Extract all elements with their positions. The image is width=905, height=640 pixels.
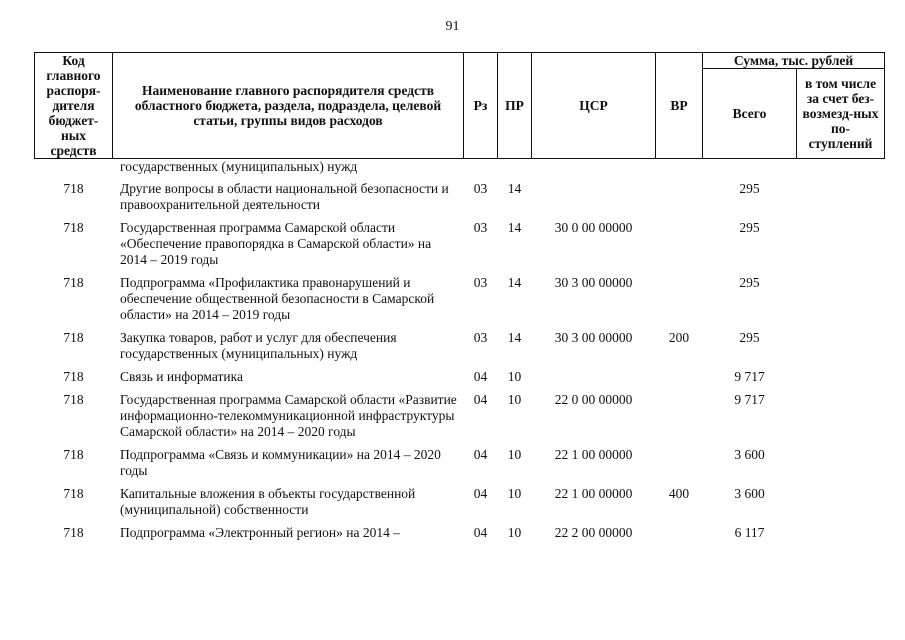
- table-row: [35, 220, 885, 275]
- table-row: [35, 330, 885, 369]
- cell-code: 718: [63, 369, 84, 384]
- header-vr: ВР: [656, 53, 703, 159]
- cell-code: 718: [63, 447, 84, 462]
- cell-pr: 14: [507, 181, 522, 196]
- header-sum: Сумма, тыс. рублей: [703, 53, 885, 69]
- cell-total: 295: [739, 330, 760, 345]
- cell-incl: [797, 447, 885, 486]
- table-header: [35, 53, 885, 159]
- cell-vr: 200: [668, 330, 690, 345]
- table-body: [35, 159, 885, 549]
- cell-vr: [656, 447, 703, 486]
- cell-incl: [797, 486, 885, 525]
- cell-incl: [797, 275, 885, 330]
- header-rz: Рз: [464, 53, 498, 159]
- cell-pr: 10: [507, 369, 522, 384]
- continuation-text: государственных (муниципальных) нужд: [120, 159, 358, 174]
- budget-table: [34, 52, 885, 548]
- table-row: [35, 181, 885, 220]
- cell-incl: [797, 330, 885, 369]
- cell-name: Капитальные вложения в объекты государственной (муниципальной) собственности: [120, 486, 416, 517]
- cell-code: 718: [63, 330, 84, 345]
- cell-rz: 03: [473, 181, 488, 196]
- cell-rz: 03: [473, 330, 488, 345]
- cell-pr: 10: [507, 447, 522, 462]
- cell-pr: 10: [507, 392, 522, 407]
- cell-pr: 14: [507, 330, 522, 345]
- cell-code: 718: [63, 486, 84, 501]
- header-code: Код главного распоря-дителя бюджет-ных средств: [35, 53, 113, 159]
- cell-csr: 22 0 00 00000: [554, 392, 633, 407]
- cell-pr: 10: [507, 486, 522, 501]
- cell-name: Связь и информатика: [120, 369, 243, 384]
- cell-vr: [656, 525, 703, 548]
- cell-name: Подпрограмма «Связь и коммуникации» на 2014 – 2020 годы: [120, 447, 441, 478]
- cell-incl: [797, 220, 885, 275]
- cell-total: 6 117: [734, 525, 765, 540]
- table-row: [35, 369, 885, 392]
- cell-name: Другие вопросы в области национальной безопасности и правоохранительной деятельности: [120, 181, 449, 212]
- header-csr: ЦСР: [532, 53, 656, 159]
- cell-incl: [797, 369, 885, 392]
- cell-csr: 22 2 00 00000: [554, 525, 633, 540]
- cell-code: 718: [63, 392, 84, 407]
- cell-code: 718: [63, 181, 84, 196]
- cell-name: Закупка товаров, работ и услуг для обеспечения государственных (муниципальных) нужд: [120, 330, 397, 361]
- table-row: [35, 486, 885, 525]
- cell-incl: [797, 181, 885, 220]
- cell-code: 718: [63, 220, 84, 235]
- header-total: Всего: [703, 69, 797, 159]
- cell-rz: 04: [473, 392, 488, 407]
- cell-pr: 10: [507, 525, 522, 540]
- cell-vr: [656, 392, 703, 447]
- cell-csr: 30 3 00 00000: [554, 275, 633, 290]
- cell-vr: [656, 220, 703, 275]
- cell-code: 718: [63, 525, 84, 540]
- cell-name: Государственная программа Самарской области «Развитие информационно-телекоммуникационной инфраструктуры Самарской области» на 2014 – 2020 годы: [120, 392, 457, 439]
- header-incl: в том числе за счет без-возмезд-ных по-ступлений: [797, 69, 885, 159]
- cell-total: 295: [739, 220, 760, 235]
- page-number: 91: [445, 19, 460, 34]
- cell-csr: 30 0 00 00000: [554, 220, 633, 235]
- cell-total: 3 600: [734, 447, 765, 462]
- table-row: [35, 525, 885, 548]
- cell-incl: [797, 392, 885, 447]
- table-row: [35, 275, 885, 330]
- cell-vr: [656, 369, 703, 392]
- table-row: [35, 392, 885, 447]
- header-name: Наименование главного распорядителя средств областного бюджета, раздела, подраздела, целевой статьи, группы видов расходов: [113, 53, 464, 159]
- cell-rz: 04: [473, 447, 488, 462]
- cell-rz: 04: [473, 525, 488, 540]
- cell-code: 718: [63, 275, 84, 290]
- table-row: [35, 447, 885, 486]
- continuation-row: [35, 159, 885, 182]
- cell-total: 295: [739, 181, 760, 196]
- cell-name: Подпрограмма «Профилактика правонарушений и обеспечение общественной безопасности в Самарской области» на 2014 – 2019 годы: [120, 275, 435, 322]
- header-pr: ПР: [498, 53, 532, 159]
- cell-pr: 14: [507, 275, 522, 290]
- cell-total: 3 600: [734, 486, 765, 501]
- cell-name: Подпрограмма «Электронный регион» на 2014 –: [120, 525, 400, 540]
- cell-csr: [532, 369, 656, 392]
- cell-csr: 30 3 00 00000: [554, 330, 633, 345]
- cell-total: 295: [739, 275, 760, 290]
- cell-vr: [656, 275, 703, 330]
- cell-vr: [656, 181, 703, 220]
- cell-rz: 03: [473, 275, 488, 290]
- cell-csr: 22 1 00 00000: [554, 447, 633, 462]
- cell-rz: 04: [473, 369, 488, 384]
- cell-incl: [797, 525, 885, 548]
- cell-rz: 03: [473, 220, 488, 235]
- cell-pr: 14: [507, 220, 522, 235]
- cell-total: 9 717: [734, 369, 765, 384]
- cell-csr: 22 1 00 00000: [554, 486, 633, 501]
- cell-vr: 400: [668, 486, 690, 501]
- cell-csr: [532, 181, 656, 220]
- cell-name: Государственная программа Самарской области «Обеспечение правопорядка в Самарской области» на 2014 – 2019 годы: [120, 220, 432, 267]
- cell-total: 9 717: [734, 392, 765, 407]
- cell-rz: 04: [473, 486, 488, 501]
